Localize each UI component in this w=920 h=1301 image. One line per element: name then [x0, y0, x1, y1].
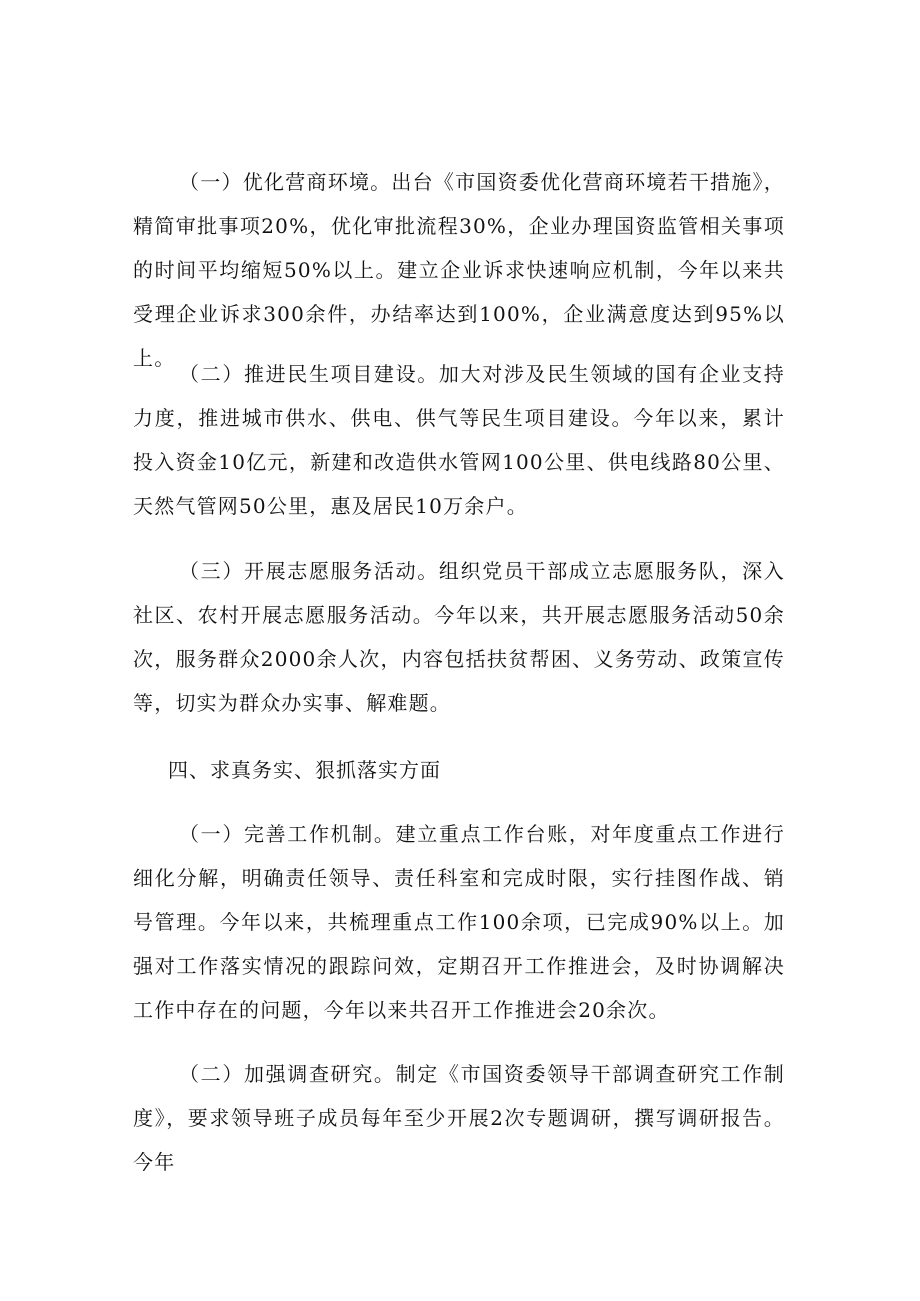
paragraph-work-mechanism [133, 812, 785, 1032]
paragraph-research [133, 1052, 785, 1184]
section-heading-text: 四、求真务实、狠抓落实方面 [168, 758, 441, 782]
paragraph-text: （二）加强调查研究。制定《市国资委领导干部调查研究工作制度》，要求领导班子成员每年至少开展2次专题调研，撰写调研报告。今年 [133, 1062, 785, 1174]
paragraph-text: （一）完善工作机制。建立重点工作台账，对年度重点工作进行细化分解，明确责任领导、责任科室和完成时限，实行挂图作战、销号管理。今年以来，共梳理重点工作100余项，已完成90%以上。加强对工作落实情况的跟踪问效，定期召开工作推进会，及时协调解决工作中存在的问题，今年以来共召开工作推进会20余次。 [133, 822, 785, 1022]
paragraph-volunteer-services [133, 549, 785, 725]
paragraph-optimize-business-environment [133, 160, 785, 380]
paragraph-text: （三）开展志愿服务活动。组织党员干部成立志愿服务队，深入社区、农村开展志愿服务活动。今年以来，共开展志愿服务活动50余次，服务群众2000余人次，内容包括扶贫帮困、义务劳动、政策宣传等，切实为群众办实事、解难题。 [133, 559, 785, 715]
section-heading-four [133, 748, 785, 792]
paragraph-text: （一）优化营商环境。出台《市国资委优化营商环境若干措施》，精简审批事项20%，优化审批流程30%，企业办理国资监管相关事项的时间平均缩短50%以上。建立企业诉求快速响应机制，今年以来共受理企业诉求300余件，办结率达到100%，企业满意度达到95%以上。 [133, 170, 785, 370]
paragraph-text: （二）推进民生项目建设。加大对涉及民生领域的国有企业支持力度，推进城市供水、供电、供气等民生项目建设。今年以来，累计投入资金10亿元，新建和改造供水管网100公里、供电线路80公里、天然气管网50公里，惠及居民10万余户。 [133, 362, 785, 518]
paragraph-livelihood-projects [133, 352, 785, 528]
